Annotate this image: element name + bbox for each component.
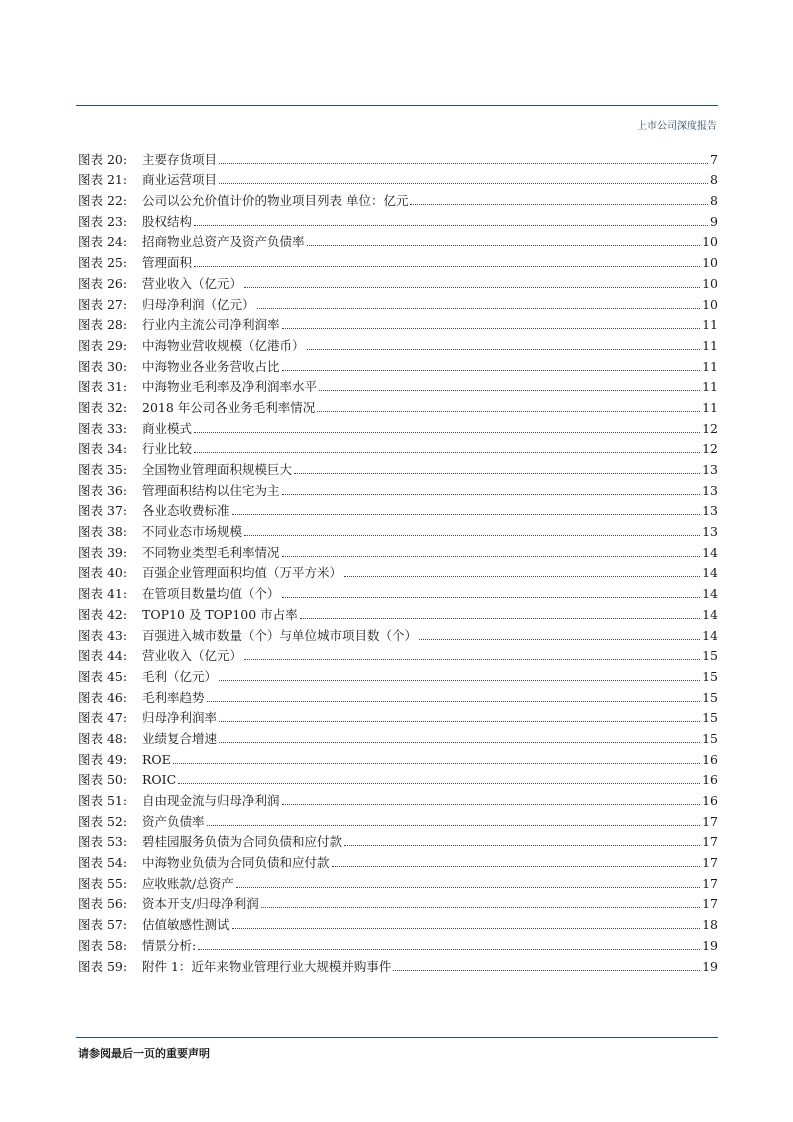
figure-label: 图表 57: bbox=[78, 917, 128, 933]
figure-title: 归母净利润率 bbox=[142, 710, 218, 726]
toc-entry[interactable] bbox=[78, 499, 718, 520]
page-number: 17 bbox=[702, 896, 718, 912]
toc-entry[interactable] bbox=[78, 892, 718, 913]
figure-label: 图表 40: bbox=[78, 565, 128, 581]
dot-leader bbox=[173, 763, 700, 764]
page-number: 13 bbox=[702, 462, 718, 477]
figure-title: 股权结构 bbox=[142, 213, 193, 229]
toc-entry[interactable] bbox=[78, 954, 718, 975]
dot-leader bbox=[207, 701, 701, 702]
dot-leader bbox=[261, 907, 700, 908]
figure-label: 图表 59: bbox=[78, 958, 128, 974]
page-number: 16 bbox=[702, 751, 718, 767]
page-number: 14 bbox=[702, 606, 718, 622]
toc-entry[interactable] bbox=[78, 271, 718, 292]
toc-entry[interactable] bbox=[78, 250, 718, 271]
dot-leader bbox=[219, 163, 708, 164]
figure-label: 图表 54: bbox=[78, 855, 128, 871]
figure-title: TOP10 及 TOP100 市占率 bbox=[142, 606, 298, 622]
page-number: 14 bbox=[702, 586, 718, 602]
figure-label: 图表 24: bbox=[78, 234, 128, 250]
dot-leader bbox=[317, 411, 700, 412]
figure-title: 毛利（亿元） bbox=[142, 668, 218, 684]
toc-entry[interactable] bbox=[78, 478, 718, 499]
page-number: 15 bbox=[702, 710, 718, 726]
dot-leader bbox=[282, 328, 701, 329]
dot-leader bbox=[207, 825, 701, 826]
toc-entry[interactable] bbox=[78, 871, 718, 892]
page-number: 14 bbox=[702, 544, 718, 560]
page-number: 16 bbox=[702, 772, 718, 788]
page-number: 15 bbox=[702, 689, 718, 705]
figure-title: 招商物业总资产及资产负债率 bbox=[142, 234, 305, 250]
dot-leader bbox=[307, 349, 701, 350]
figure-label: 图表 49: bbox=[78, 751, 128, 767]
dot-leader bbox=[257, 308, 701, 309]
dot-leader bbox=[393, 970, 700, 971]
figure-label: 图表 50: bbox=[78, 772, 128, 788]
toc-entry[interactable] bbox=[78, 726, 718, 747]
figure-title: 中海物业毛利率及净利润率水平 bbox=[142, 379, 318, 395]
toc-entry[interactable] bbox=[78, 685, 718, 706]
figure-label: 图表 35: bbox=[78, 462, 128, 477]
toc-entry[interactable] bbox=[78, 313, 718, 334]
figure-title: 业绩复合增速 bbox=[142, 730, 218, 746]
footer-disclaimer: 请参阅最后一页的重要声明 bbox=[78, 1047, 210, 1060]
dot-leader bbox=[219, 742, 700, 743]
figure-title: 中海物业负债为合同负债和应付款 bbox=[142, 855, 330, 871]
page-number: 12 bbox=[702, 420, 718, 436]
figure-label: 图表 31: bbox=[78, 379, 128, 395]
figure-title: 营业收入（亿元） bbox=[142, 648, 243, 664]
figure-label: 图表 36: bbox=[78, 482, 128, 498]
toc-entry[interactable] bbox=[78, 644, 718, 665]
figure-title: 应收账款/总资产 bbox=[142, 875, 234, 891]
dot-leader bbox=[194, 452, 700, 453]
figure-label: 图表 55: bbox=[78, 875, 128, 891]
toc-entry[interactable] bbox=[78, 809, 718, 830]
page-number: 8 bbox=[710, 193, 718, 209]
page-number: 13 bbox=[702, 482, 718, 498]
toc-entry[interactable] bbox=[78, 540, 718, 561]
dot-leader bbox=[244, 535, 700, 536]
footer-divider bbox=[76, 1037, 718, 1038]
figure-label: 图表 46: bbox=[78, 689, 128, 705]
dot-leader bbox=[219, 183, 708, 184]
page-number: 17 bbox=[702, 813, 718, 829]
figure-label: 图表 43: bbox=[78, 627, 128, 643]
toc-entry[interactable] bbox=[78, 664, 718, 685]
figure-title: 毛利率趋势 bbox=[142, 689, 205, 705]
figure-title: 百强进入城市数量（个）与单位城市项目数（个） bbox=[142, 627, 418, 643]
figure-title: 行业比较 bbox=[142, 441, 193, 457]
page-number: 7 bbox=[710, 151, 718, 167]
page-number: 17 bbox=[702, 855, 718, 871]
page-number: 11 bbox=[702, 399, 718, 415]
figure-label: 图表 33: bbox=[78, 420, 128, 436]
toc-entry[interactable] bbox=[78, 519, 718, 540]
figure-label: 图表 37: bbox=[78, 503, 128, 519]
toc-entry[interactable] bbox=[78, 168, 718, 189]
toc-entry[interactable] bbox=[78, 830, 718, 851]
figure-title: 全国物业管理面积规模巨大 bbox=[142, 462, 293, 477]
figure-title: 不同物业类型毛利率情况 bbox=[142, 544, 280, 560]
toc-entry[interactable] bbox=[78, 230, 718, 251]
dot-leader bbox=[300, 618, 700, 619]
dot-leader bbox=[410, 204, 708, 205]
toc-entry[interactable] bbox=[78, 788, 718, 809]
dot-leader bbox=[194, 266, 700, 267]
figure-title: 商业模式 bbox=[142, 420, 193, 436]
figure-label: 图表 48: bbox=[78, 730, 128, 746]
page-number: 17 bbox=[702, 834, 718, 850]
figure-label: 图表 56: bbox=[78, 896, 128, 912]
toc-entry[interactable] bbox=[78, 706, 718, 727]
toc-entry[interactable] bbox=[78, 333, 718, 354]
toc-entry[interactable] bbox=[78, 850, 718, 871]
figure-title: 2018 年公司各业务毛利率情况 bbox=[142, 399, 316, 415]
page-number: 15 bbox=[702, 668, 718, 684]
figure-title: 管理面积结构以住宅为主 bbox=[142, 482, 280, 498]
page-number: 14 bbox=[702, 627, 718, 643]
figure-label: 图表 32: bbox=[78, 399, 128, 415]
toc-entry[interactable] bbox=[78, 768, 718, 789]
toc-entry[interactable] bbox=[78, 623, 718, 644]
page-number: 13 bbox=[702, 503, 718, 519]
header-divider bbox=[76, 105, 718, 106]
toc-entry[interactable] bbox=[78, 416, 718, 437]
dot-leader bbox=[282, 804, 701, 805]
toc-entry[interactable] bbox=[78, 561, 718, 582]
figure-label: 图表 26: bbox=[78, 275, 128, 291]
page-number: 16 bbox=[702, 793, 718, 808]
dot-leader bbox=[332, 866, 701, 867]
figure-label: 图表 27: bbox=[78, 296, 128, 312]
toc-entry[interactable] bbox=[78, 188, 718, 209]
figure-title: 公司以公允价值计价的物业项目列表 单位：亿元 bbox=[142, 193, 409, 209]
figure-title: ROIC bbox=[142, 772, 177, 788]
dot-leader bbox=[344, 845, 700, 846]
figure-title: 不同业态市场规模 bbox=[142, 524, 243, 540]
figure-title: 附件 1：近年来物业管理行业大规模并购事件 bbox=[142, 958, 392, 974]
page-number: 11 bbox=[702, 317, 718, 333]
figure-title: 在管项目数量均值（个） bbox=[142, 586, 280, 602]
figure-title: 中海物业营收规模（亿港币） bbox=[142, 337, 305, 353]
dot-leader bbox=[319, 390, 700, 391]
dot-leader bbox=[194, 225, 708, 226]
page-number: 10 bbox=[702, 234, 718, 250]
figure-label: 图表 29: bbox=[78, 337, 128, 353]
figure-label: 图表 30: bbox=[78, 358, 128, 374]
toc-entry[interactable] bbox=[78, 395, 718, 416]
figure-label: 图表 44: bbox=[78, 648, 128, 664]
dot-leader bbox=[219, 721, 700, 722]
dot-leader bbox=[244, 659, 700, 660]
page-number: 10 bbox=[702, 255, 718, 271]
figure-list bbox=[78, 147, 718, 975]
dot-leader bbox=[232, 514, 701, 515]
dot-leader bbox=[344, 576, 700, 577]
dot-leader bbox=[232, 928, 701, 929]
toc-entry[interactable] bbox=[78, 602, 718, 623]
figure-label: 图表 21: bbox=[78, 172, 128, 188]
page-number: 9 bbox=[710, 213, 718, 229]
figure-label: 图表 20: bbox=[78, 151, 128, 167]
page-number: 19 bbox=[702, 958, 718, 974]
page-number: 11 bbox=[702, 337, 718, 353]
toc-entry[interactable] bbox=[78, 581, 718, 602]
page-number: 13 bbox=[702, 524, 718, 540]
toc-entry[interactable] bbox=[78, 933, 718, 954]
figure-label: 图表 38: bbox=[78, 524, 128, 540]
toc-entry[interactable] bbox=[78, 354, 718, 375]
figure-label: 图表 41: bbox=[78, 586, 128, 602]
figure-label: 图表 39: bbox=[78, 544, 128, 560]
page-number: 11 bbox=[702, 358, 718, 374]
toc-entry[interactable] bbox=[78, 375, 718, 396]
dot-leader bbox=[307, 245, 701, 246]
page-number: 12 bbox=[702, 441, 718, 457]
figure-title: 各业态收费标准 bbox=[142, 503, 230, 519]
page-number: 10 bbox=[702, 296, 718, 312]
figure-title: 自由现金流与归母净利润 bbox=[142, 793, 280, 808]
dot-leader bbox=[244, 287, 700, 288]
figure-label: 图表 47: bbox=[78, 710, 128, 726]
figure-title: 中海物业各业务营收占比 bbox=[142, 358, 280, 374]
page-number: 15 bbox=[702, 648, 718, 664]
figure-label: 图表 34: bbox=[78, 441, 128, 457]
page-number: 14 bbox=[702, 565, 718, 581]
page-number: 19 bbox=[702, 937, 718, 953]
figure-title: 管理面积 bbox=[142, 255, 193, 271]
toc-entry[interactable] bbox=[78, 292, 718, 313]
figure-label: 图表 45: bbox=[78, 668, 128, 684]
figure-label: 图表 23: bbox=[78, 213, 128, 229]
figure-title: 百强企业管理面积均值（万平方米） bbox=[142, 565, 343, 581]
dot-leader bbox=[282, 494, 701, 495]
dot-leader bbox=[282, 597, 701, 598]
page-number: 11 bbox=[702, 379, 718, 395]
toc-entry[interactable] bbox=[78, 437, 718, 458]
dot-leader bbox=[282, 370, 701, 371]
figure-title: 归母净利润（亿元） bbox=[142, 296, 255, 312]
dot-leader bbox=[194, 432, 700, 433]
dot-leader bbox=[178, 783, 700, 784]
figure-label: 图表 58: bbox=[78, 937, 128, 953]
figure-title: 营业收入（亿元） bbox=[142, 275, 243, 291]
dot-leader bbox=[236, 887, 700, 888]
figure-title: 商业运营项目 bbox=[142, 172, 218, 188]
figure-title: ROE bbox=[142, 751, 171, 767]
toc-entry[interactable] bbox=[78, 747, 718, 768]
toc-entry[interactable] bbox=[78, 912, 718, 933]
dot-leader bbox=[294, 473, 700, 474]
page-number: 8 bbox=[710, 172, 718, 188]
figure-title: 资本开支/归母净利润 bbox=[142, 896, 259, 912]
dot-leader bbox=[219, 680, 700, 681]
figure-label: 图表 51: bbox=[78, 793, 128, 808]
toc-entry[interactable] bbox=[78, 209, 718, 230]
figure-label: 图表 28: bbox=[78, 317, 128, 333]
figure-title: 情景分析: bbox=[142, 937, 197, 953]
figure-title: 估值敏感性测试 bbox=[142, 917, 230, 933]
page-number: 10 bbox=[702, 275, 718, 291]
toc-entry[interactable] bbox=[78, 147, 718, 168]
figure-title: 主要存货项目 bbox=[142, 151, 218, 167]
page-number: 17 bbox=[702, 875, 718, 891]
figure-label: 图表 52: bbox=[78, 813, 128, 829]
figure-label: 图表 42: bbox=[78, 606, 128, 622]
figure-title: 资产负债率 bbox=[142, 813, 205, 829]
figure-label: 图表 25: bbox=[78, 255, 128, 271]
dot-leader bbox=[198, 949, 700, 950]
figure-title: 碧桂园服务负债为合同负债和应付款 bbox=[142, 834, 343, 850]
figure-title: 行业内主流公司净利润率 bbox=[142, 317, 280, 333]
figure-label: 图表 53: bbox=[78, 834, 128, 850]
dot-leader bbox=[419, 639, 700, 640]
header-title: 上市公司深度报告 bbox=[637, 121, 717, 132]
figure-label: 图表 22: bbox=[78, 193, 128, 209]
toc-entry[interactable] bbox=[78, 457, 718, 478]
page-number: 18 bbox=[702, 917, 718, 933]
page-number: 15 bbox=[702, 730, 718, 746]
dot-leader bbox=[282, 556, 701, 557]
